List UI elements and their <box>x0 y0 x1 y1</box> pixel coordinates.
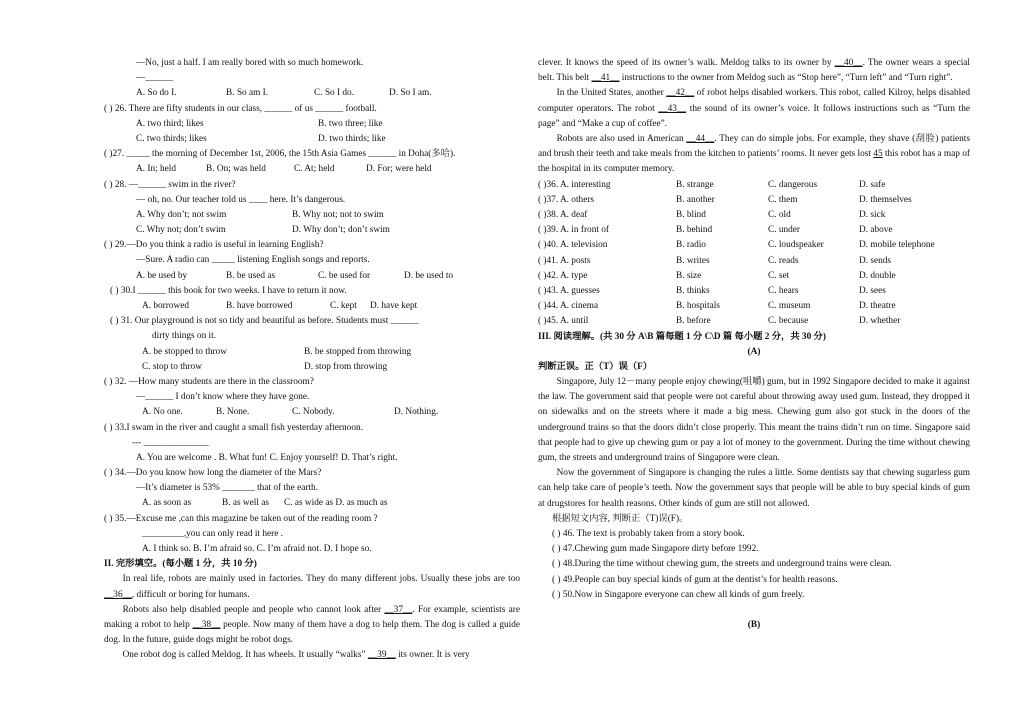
option-text: C. Why not; don’t swim <box>136 225 226 236</box>
cloze-option: B. another <box>676 194 715 205</box>
option-text: D. be used to <box>404 270 454 281</box>
line-text: A. You are welcome . B. What fun! C. Enjoy yourself! D. That’s right. <box>136 452 398 463</box>
part-label-b: (B) <box>747 620 761 631</box>
cloze-option: C. because <box>768 316 809 327</box>
option-text: D. have kept <box>370 301 418 311</box>
option-row <box>104 269 520 284</box>
cloze-option-row <box>538 223 970 238</box>
judge-item: ( ) 48.During the time without chewing gum, the streets and underground trains were clean. <box>552 559 892 570</box>
cloze-option: C. them <box>768 194 798 205</box>
cloze-option: C. set <box>768 270 790 281</box>
cloze-option-row <box>538 193 970 208</box>
line-text: —______ <box>136 73 174 84</box>
text-run: Robots are also used in American <box>556 134 687 145</box>
text-run: the sound of its owner’s voice. It follows instructions such as “Turn the page” and “Make a cup of coffee”. <box>538 103 970 129</box>
judge-item: ( ) 50.Now in Singapore everyone can chew all kinds of gum freely. <box>552 589 805 600</box>
question-line <box>104 421 520 436</box>
cloze-option: D. sick <box>859 210 886 220</box>
cloze-option: D. sends <box>859 255 892 266</box>
line-text: ( ) 31. Our playground is not so tidy and beautiful as before. Students must ______ <box>110 316 419 327</box>
line-text: ( )27. _____ the morning of December 1st, 2006, the 15th Asia Games ______ in Doha(多哈). <box>104 149 456 160</box>
blank-number: __41__ <box>591 73 620 84</box>
question-line <box>104 102 520 117</box>
text-run: instructions to the owner from Meldog such as “Stop here”, “Turn left” and “Turn right”. <box>619 73 953 84</box>
blank-number: __38__ <box>192 619 221 630</box>
question-line <box>104 329 520 344</box>
option-text: C. be used for <box>318 270 371 281</box>
cloze-option: ( )43. A. guesses <box>538 285 600 296</box>
option-text: C. stop to throw <box>142 361 202 372</box>
spacer <box>538 603 970 618</box>
passage-paragraph <box>538 86 970 132</box>
blank-number: __42__ <box>666 88 695 99</box>
option-text: C. two thirds; likes <box>136 133 207 144</box>
line-text: ( ) 30.I ______ this book for two weeks. I have to return it now. <box>110 285 347 296</box>
option-text: A. two third; likes <box>136 118 204 129</box>
cloze-option: ( )37. A. others <box>538 194 595 205</box>
cloze-option: D. whether <box>859 316 901 327</box>
option-row <box>104 162 520 177</box>
section-title: II. 完形填空。(每小题 1 分，共 10 分) <box>104 559 257 570</box>
reading-paragraph: Now the government of Singapore is changing the rules a little. Some dentists say that chewing sugarless gum can help take care of people’s teeth. Now the government says that people will be able to buy special kinds of gum at drugstores for health reasons. Other kinds of gum are still not allowed. <box>538 468 970 509</box>
option-text: B. have borrowed <box>226 301 293 311</box>
option-row <box>104 360 520 375</box>
option-text: A. be stopped to throw <box>142 346 227 357</box>
cloze-option: B. strange <box>676 179 714 190</box>
question-line <box>104 375 520 390</box>
option-row <box>104 345 520 360</box>
option-text: B. two three; like <box>318 118 383 129</box>
text-run: One robot dog is called Meldog. It has wheels. It usually “walks” <box>122 650 368 661</box>
cloze-option: ( )41. A. posts <box>538 255 591 266</box>
text-run: . The owner wears a special belt. This belt <box>538 58 971 84</box>
text-run: people. Now many of them have a dog to help them. The dog is called a guide dog. In the future, guide dogs might be robot dogs. <box>104 619 520 646</box>
blank-number: 45 <box>873 149 883 160</box>
cloze-option: B. behind <box>676 225 713 236</box>
option-text: B. as well as <box>222 498 269 509</box>
cloze-option-row <box>538 254 970 269</box>
judge-item: ( ) 49.People can buy special kinds of gum at the dentist’s for health reasons. <box>552 574 838 585</box>
passage-paragraph <box>104 648 520 663</box>
cloze-option: D. safe <box>859 179 886 190</box>
text-run: this robot has a map of the hospital in its computer memory. <box>538 149 970 175</box>
blank-number: __40__ <box>834 58 863 68</box>
question-line <box>104 390 520 405</box>
option-text: B. So am I. <box>226 88 269 99</box>
option-row <box>104 299 520 314</box>
option-text: C. So I do. <box>314 88 355 99</box>
text-run: of robot helps disabled workers. This robot, called Kilroy, helps disabled computer operators. The robot <box>538 88 970 114</box>
option-row <box>104 86 520 101</box>
cloze-option-row <box>538 269 970 284</box>
option-text: B. Why not; not to swim <box>292 209 384 220</box>
passage-paragraph <box>538 132 970 178</box>
option-text: C. as wide as D. as much as <box>284 498 388 509</box>
cloze-option: ( )44. A. cinema <box>538 301 599 312</box>
question-line <box>104 512 520 527</box>
part-label-a: (A) <box>747 346 761 357</box>
cloze-option: C. reads <box>768 255 799 266</box>
cloze-option: ( )45. A. until <box>538 316 589 327</box>
option-text: C. Nobody. <box>292 407 335 418</box>
option-text: D. So I am. <box>389 88 432 99</box>
cloze-option: B. size <box>676 270 702 281</box>
line-text: —It’s diameter is 53% _______ that of the earth. <box>136 483 319 494</box>
question-line <box>104 253 520 268</box>
cloze-option-row <box>538 314 970 329</box>
line-text: ( ) 29.—Do you think a radio is useful in learning English? <box>104 240 324 251</box>
cloze-option: D. sees <box>859 285 886 296</box>
line-text: ( ) 35.—Excuse me ,can this magazine be taken out of the reading room ? <box>104 513 378 524</box>
judge-item: ( ) 46. The text is probably taken from a story book. <box>552 529 745 540</box>
text-run: clever. It knows the speed of its owner’s walk. Meldog talks to its owner by <box>538 58 835 68</box>
section-title: III. 阅读理解。(共 30 分 A\B 篇每题 1 分 C\D 篇 每小题 2 分，共 30 分) <box>538 331 826 342</box>
option-text: B. On; was held <box>206 164 266 175</box>
option-text: A. So do I. <box>136 88 177 99</box>
cloze-option: B. writes <box>676 255 710 266</box>
option-text: A. be used by <box>136 270 188 281</box>
right-column <box>538 56 970 633</box>
cloze-option-row <box>538 208 970 223</box>
option-text: A. No one. <box>142 407 183 418</box>
question-line <box>104 147 520 162</box>
option-row <box>104 117 520 132</box>
text-run: its owner. It is very <box>395 650 470 661</box>
cloze-option-row <box>538 299 970 314</box>
line-text: dirty things on it. <box>152 331 217 342</box>
option-text: C. At; held <box>294 164 335 175</box>
blank-number: __43__ <box>658 103 687 114</box>
text-run: In the United States, another <box>556 88 667 99</box>
passage-paragraph <box>104 572 520 602</box>
option-text: B. be stopped from throwing <box>304 346 412 357</box>
option-row <box>104 405 520 420</box>
question-line <box>104 314 520 329</box>
cloze-option: B. radio <box>676 240 706 251</box>
question-line <box>104 466 520 481</box>
question-line <box>104 56 520 71</box>
cloze-option-row <box>538 238 970 253</box>
text-run: . For example, scientists are making a robot to help <box>104 604 520 630</box>
text-run: . They can do simple jobs. For example, they shave (刮脸) patients and brush their teeth and take meals from the kitchen to patients’ rooms. It never gets lost <box>538 134 971 160</box>
line-text: ( ) 34.—Do you know how long the diameter of the Mars? <box>104 468 322 479</box>
cloze-option: ( )38. A. deaf <box>538 210 588 220</box>
question-line <box>104 527 520 542</box>
cloze-option-row <box>538 178 970 193</box>
line-text: ( ) 33.I swam in the river and caught a small fish yesterday afternoon. <box>104 422 363 433</box>
question-line <box>104 542 520 557</box>
cloze-option: C. under <box>768 225 801 236</box>
line-text: --- ______________ <box>132 437 209 448</box>
cloze-option: C. museum <box>768 301 811 312</box>
cloze-option: B. before <box>676 316 711 327</box>
line-text: — oh, no. Our teacher told us ____ here. It’s dangerous. <box>136 194 346 205</box>
option-text: B. be used as <box>226 270 276 281</box>
option-text: A. as soon as <box>142 498 192 509</box>
question-line <box>104 71 520 86</box>
cloze-option: C. loudspeaker <box>768 240 824 251</box>
option-row <box>104 496 520 511</box>
cloze-option: C. dangerous <box>768 179 818 190</box>
blank-number: __36__ <box>104 589 132 600</box>
cloze-option: ( )42. A. type <box>538 270 588 281</box>
text-run: , difficult or boring for humans. <box>131 589 250 600</box>
cloze-option: ( )36. A. interesting <box>538 179 611 190</box>
question-line <box>104 451 520 466</box>
blank-number: __39__ <box>367 650 396 661</box>
judge-title: 判断正误。正（T）误（F） <box>538 361 653 372</box>
question-line <box>104 178 520 193</box>
option-text: D. two thirds; like <box>318 133 386 144</box>
option-text: A. borrowed <box>142 301 189 311</box>
option-text: A. In; held <box>136 164 177 175</box>
text-run: In real life, robots are mainly used in factories. They do many different jobs. Usually these jobs are too <box>122 574 520 585</box>
reading-paragraph: Singapore, July 12－many people enjoy chewing(咀嚼) gum, but in 1992 Singapore decided to make it against the law. The government said that people were not careful about throwing away used gum. Instead, they dropped it on sidewalks and on the streets where it made a big mess. Chewing gum also got stuck in the doors of the underground trains so that the doors didn’t close properly. This meant the trains didn’t run on time. Singapore said that people had to give up chewing gum or pay a lot of money to the government. During the time without chewing gum, the streets and underground trains of Singapore were clean. <box>538 377 970 464</box>
question-line <box>104 284 520 299</box>
question-line <box>104 481 520 496</box>
line-text: ( ) 32. —How many students are there in the classroom? <box>104 376 314 387</box>
blank-number: __44__ <box>686 134 715 145</box>
question-line <box>104 436 520 451</box>
option-text: D. Nothing. <box>394 407 439 418</box>
line-text: ( ) 28. —______ swim in the river? <box>104 179 236 190</box>
option-text: D. stop from throwing <box>304 361 388 372</box>
cloze-option: D. theatre <box>859 301 896 312</box>
option-text: B. None. <box>216 407 250 418</box>
option-row <box>104 132 520 147</box>
question-line <box>104 193 520 208</box>
option-text: D. Why don’t; don’t swim <box>292 225 390 236</box>
cloze-option: B. blind <box>676 210 706 220</box>
text-run: Robots also help disabled people and people who cannot look after <box>122 604 385 615</box>
passage-paragraph <box>104 603 520 649</box>
option-text: A. Why don’t; not swim <box>136 209 227 220</box>
option-row <box>104 223 520 238</box>
cloze-option: D. themselves <box>859 194 912 205</box>
line-text: A. I think so. B. I’m afraid so. C. I’m afraid not. D. I hope so. <box>142 544 372 554</box>
line-text: —No, just a half. I am really bored with so much homework. <box>136 58 364 68</box>
line-text: —Sure. A radio can _____ listening English songs and reports. <box>136 255 370 266</box>
blank-number: __37__ <box>384 604 413 615</box>
passage-paragraph <box>538 56 970 86</box>
cloze-option: D. mobile telephone <box>859 240 935 251</box>
option-text: D. For; were held <box>366 164 432 175</box>
judge-instruction: 根据短文内容, 判断正（T)误(F)。 <box>552 513 689 524</box>
cloze-option: C. hears <box>768 285 799 296</box>
cloze-option: B. thinks <box>676 285 710 296</box>
cloze-option: ( )40. A. television <box>538 240 608 251</box>
line-text: _________,you can only read it here . <box>142 528 283 539</box>
cloze-option: D. above <box>859 225 893 236</box>
line-text: —______ I don’t know where they have gone. <box>136 392 310 403</box>
cloze-option-row <box>538 284 970 299</box>
cloze-option: C. old <box>768 210 791 220</box>
question-line <box>104 238 520 253</box>
judge-item: ( ) 47.Chewing gum made Singapore dirty before 1992. <box>552 544 759 555</box>
option-row <box>104 208 520 223</box>
cloze-option: ( )39. A. in front of <box>538 225 610 236</box>
left-column <box>104 56 520 664</box>
cloze-option: D. double <box>859 270 896 281</box>
line-text: ( ) 26. There are fifty students in our class, ______ of us ______ football. <box>104 103 377 114</box>
option-text: C. kept <box>330 301 357 311</box>
cloze-option: B. hospitals <box>676 301 720 312</box>
